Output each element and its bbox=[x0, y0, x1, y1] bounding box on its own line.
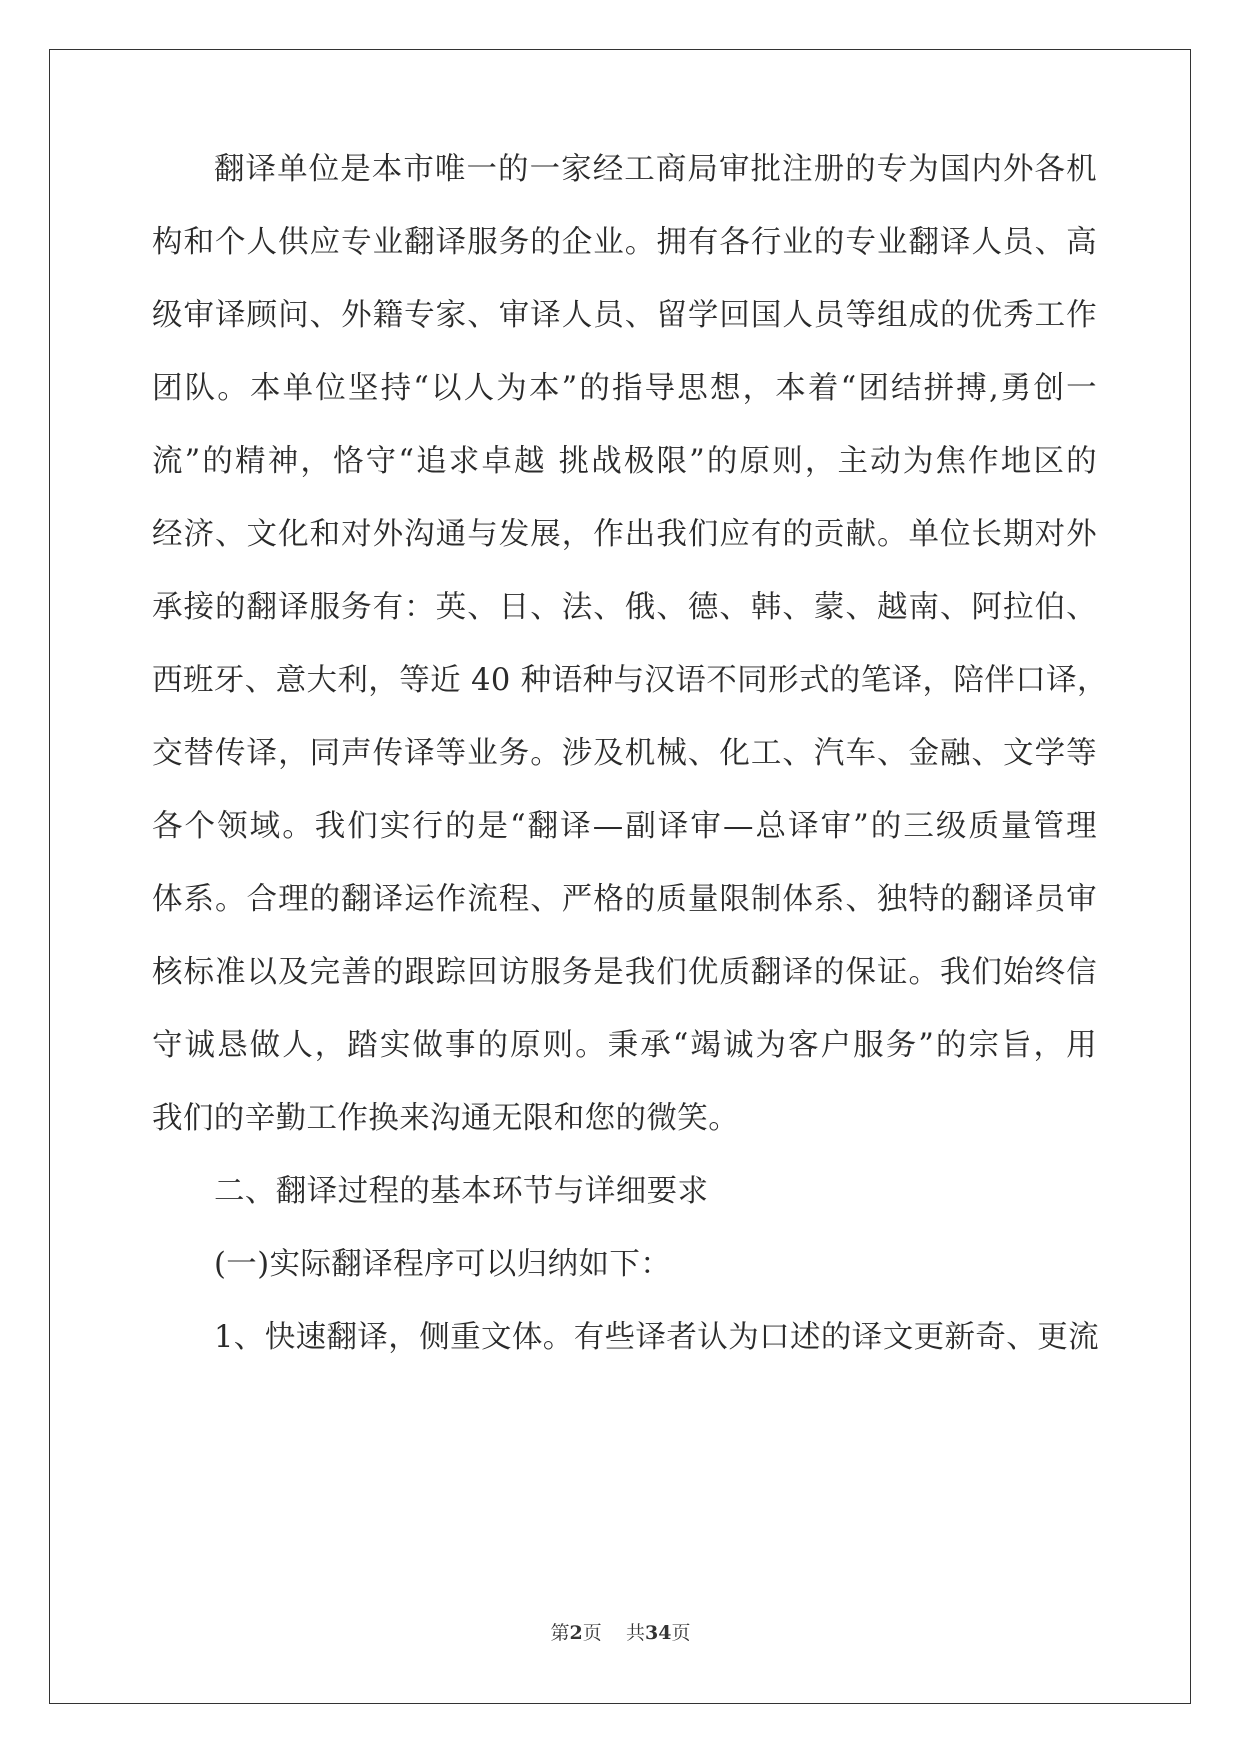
subsection-heading: (一)实际翻译程序可以归纳如下： bbox=[214, 1247, 672, 1282]
paragraph-line: 西班牙、意大利，等近 40 种语种与汉语不同形式的笔译，陪伴口译， bbox=[152, 663, 1108, 698]
total-suffix: 页 bbox=[671, 1622, 691, 1644]
paragraph-line: 各个领域。我们实行的是“翻译—副译审—总译审”的三级质量管理 bbox=[152, 809, 1097, 844]
paragraph-line: 流”的精神，恪守“追求卓越 挑战极限”的原则，主动为焦作地区的 bbox=[152, 444, 1097, 479]
paragraph-line: 经济、文化和对外沟通与发展，作出我们应有的贡献。单位长期对外 bbox=[152, 517, 1097, 552]
paragraph-line: 核标准以及完善的跟踪回访服务是我们优质翻译的保证。我们始终信 bbox=[152, 955, 1097, 990]
paragraph-line: 守诚恳做人，踏实做事的原则。秉承“竭诚为客户服务”的宗旨，用 bbox=[152, 1028, 1097, 1063]
paragraph-line: 1、快速翻译，侧重文体。有些译者认为口述的译文更新奇、更流 bbox=[214, 1320, 1100, 1355]
page-prefix: 第 bbox=[550, 1622, 570, 1644]
total-pages: 34 bbox=[644, 1622, 672, 1644]
section-heading: 二、翻译过程的基本环节与详细要求 bbox=[214, 1174, 709, 1209]
paragraph-line: 翻译单位是本市唯一的一家经工商局审批注册的专为国内外各机 bbox=[214, 152, 1097, 187]
page-number: 2 bbox=[569, 1622, 583, 1644]
total-prefix: 共 bbox=[625, 1622, 645, 1644]
paragraph-line: 级审译顾问、外籍专家、审译人员、留学回国人员等组成的优秀工作 bbox=[152, 298, 1097, 333]
page-suffix: 页 bbox=[582, 1622, 602, 1644]
page-footer bbox=[0, 1620, 1241, 1646]
paragraph-line: 承接的翻译服务有：英、日、法、俄、德、韩、蒙、越南、阿拉伯、 bbox=[152, 590, 1097, 625]
paragraph-line: 团队。本单位坚持“以人为本”的指导思想，本着“团结拼搏,勇创一 bbox=[152, 371, 1097, 406]
paragraph-line: 构和个人供应专业翻译服务的企业。拥有各行业的专业翻译人员、高 bbox=[152, 225, 1097, 260]
paragraph-line: 交替传译，同声传译等业务。涉及机械、化工、汽车、金融、文学等 bbox=[152, 736, 1097, 771]
paragraph-line: 我们的辛勤工作换来沟通无限和您的微笑。 bbox=[152, 1101, 740, 1136]
paragraph-line: 体系。合理的翻译运作流程、严格的质量限制体系、独特的翻译员审 bbox=[152, 882, 1097, 917]
